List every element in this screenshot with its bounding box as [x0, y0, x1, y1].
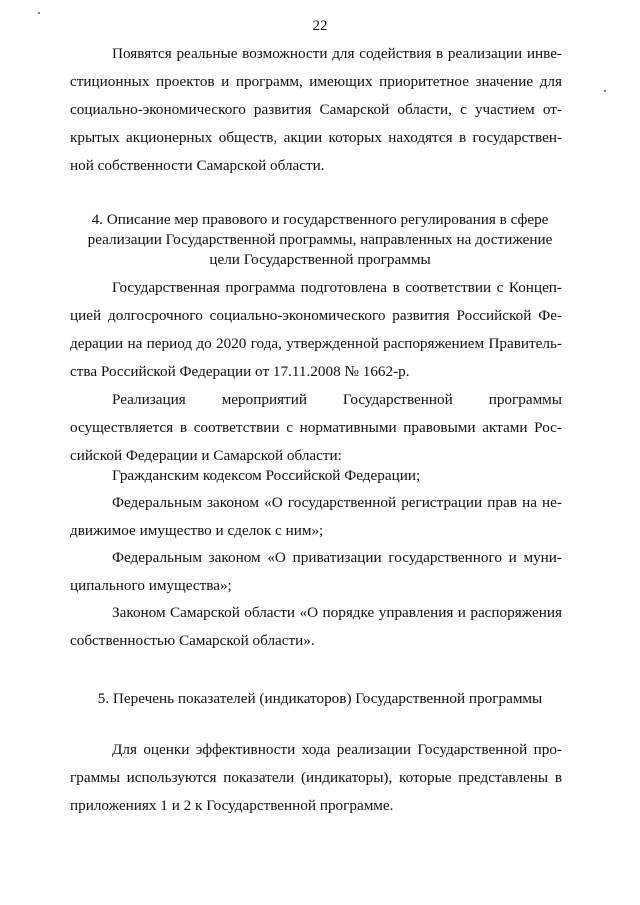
heading-line: реализации Государственной программы, направленных на достижение: [87, 231, 553, 248]
scan-mark: [38, 12, 40, 14]
text-line: крытых акционерных обществ, акции которых находятся в государствен-: [70, 129, 562, 146]
text-line: Федеральным законом «О государственной регистрации прав на не-: [112, 494, 562, 511]
section-4-paragraph-2: [70, 386, 562, 470]
paragraph-intro: [70, 40, 562, 180]
section-4-paragraph-1: [70, 274, 562, 386]
text-line: ной собственности Самарской области.: [70, 157, 325, 174]
text-line: дерации на период до 2020 года, утвержденной распоряжением Правитель-: [70, 335, 562, 352]
text-line: движимое имущество и сделок с ним»;: [70, 522, 324, 539]
heading-line: 5. Перечень показателей (индикаторов) Государственной программы: [97, 690, 543, 707]
text-line: Законом Самарской области «О порядке управления и распоряжения: [112, 604, 562, 621]
page-number: 22: [312, 18, 328, 34]
text-line: сийской Федерации и Самарской области:: [70, 447, 342, 464]
text-line: Появятся реальные возможности для содействия в реализации инве-: [112, 45, 562, 62]
section-4-heading: [60, 210, 580, 270]
act-item: [70, 489, 562, 545]
text-line: приложениях 1 и 2 к Государственной программе.: [70, 797, 394, 814]
scan-mark: [604, 90, 606, 92]
text-line: осуществляется в соответствии с нормативными правовыми актами Рос-: [70, 419, 562, 436]
act-item: [70, 599, 562, 655]
act-item: [70, 544, 562, 600]
text-line: Федеральным законом «О приватизации государственного и муни-: [112, 549, 562, 566]
text-line: Гражданским кодексом Российской Федерации;: [112, 467, 421, 484]
text-line: стиционных проектов и программ, имеющих приоритетное значение для: [70, 73, 562, 90]
section-5-paragraph: [70, 736, 562, 820]
text-line: социально-экономического развития Самарской области, с участием от-: [70, 101, 562, 118]
text-line: Для оценки эффективности хода реализации Государственной про-: [112, 741, 562, 758]
text-line: ципального имущества»;: [70, 577, 232, 594]
heading-line: цели Государственной программы: [209, 251, 431, 268]
text-line: граммы используются показатели (индикаторы), которые представлены в: [70, 769, 562, 786]
text-line: Государственная программа подготовлена в соответствии с Концеп-: [112, 279, 562, 296]
text-line: ства Российской Федерации от 17.11.2008 № 1662-р.: [70, 363, 410, 380]
heading-line: 4. Описание мер правового и государственного регулирования в сфере: [91, 211, 549, 228]
text-line: цией долгосрочного социально-экономического развития Российской Фе-: [70, 307, 562, 324]
act-item: [70, 462, 562, 490]
text-line: Реализация мероприятий Государственной программы: [112, 391, 562, 408]
section-5-heading: [60, 689, 580, 709]
text-line: собственностью Самарской области».: [70, 632, 315, 649]
